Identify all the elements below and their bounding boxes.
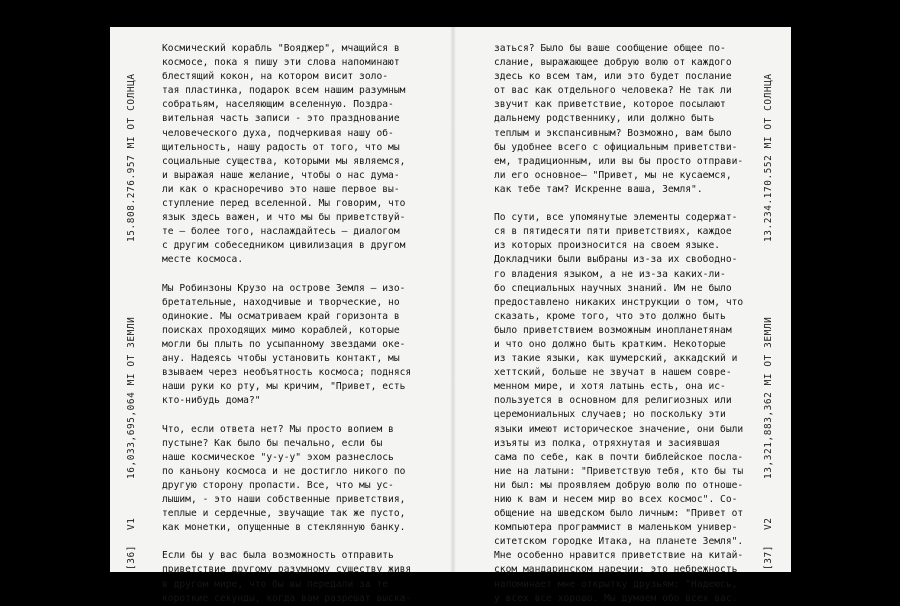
text-line: язык здесь важен, и что мы бы приветствуй- bbox=[162, 212, 406, 224]
book-gutter bbox=[450, 27, 456, 572]
left-section-label: V1 bbox=[126, 517, 137, 530]
text-line: приветствие другому разумному существу живя bbox=[162, 564, 412, 576]
paragraph bbox=[162, 42, 411, 268]
paragraph bbox=[494, 211, 743, 606]
text-line: бы удобнее всего с официальным приветстви- bbox=[494, 141, 738, 153]
paragraph bbox=[494, 42, 743, 197]
text-line: Космический корабль "Вояджер", мчащийся в bbox=[162, 43, 400, 54]
text-line: пустыне? Как было бы печально, если бы bbox=[162, 437, 383, 449]
text-line: наше космическое "у-у-у" эхом разнеслось bbox=[162, 451, 394, 463]
text-line: ступление перед вселенной. Мы говорим, что bbox=[162, 198, 406, 210]
text-line: пользуется в основном для религиозных или bbox=[494, 395, 732, 407]
right-body-text bbox=[494, 42, 743, 606]
text-line: из такие языки, как шумерский, аккадский и bbox=[494, 353, 738, 365]
text-line: поисках проходящих мимо кораблей, которые bbox=[162, 324, 400, 336]
text-line: напоминает мне открытку друзьям: "Надеюсь, bbox=[494, 578, 738, 590]
text-line: собратьям, населяющим вселенную. Поздра- bbox=[162, 99, 394, 111]
text-line: теплым и экспансивным? Возможно, вам было bbox=[494, 127, 732, 139]
text-line: заться? Было бы ваше сообщение общее по- bbox=[494, 43, 726, 54]
text-line: как монетки, опущенные в стеклянную банку. bbox=[162, 522, 406, 534]
text-line: от вас как отдельного человека? Не так ли bbox=[494, 85, 732, 97]
text-line: слание, выражающее добрую волю от каждого bbox=[494, 57, 732, 69]
text-line: звучит как приветствие, которое посылают bbox=[494, 99, 726, 111]
text-line: в другом мире, что бы вы передали за те bbox=[162, 578, 389, 590]
right-section-label: V2 bbox=[763, 517, 774, 530]
text-line: языки имеют историческое значение, они были bbox=[494, 423, 744, 435]
text-line: короткие секунды, когда вам разрешат выска- bbox=[162, 592, 412, 604]
left-page bbox=[110, 27, 453, 604]
text-line: щительность, нашу радость от того, что мы bbox=[162, 141, 400, 153]
right-distance-sun: 13.234.170.552 MI ОТ СОЛНЦА bbox=[763, 73, 774, 242]
text-line: изъяты из полка, отряхнутая и засиявшая bbox=[494, 437, 721, 449]
text-line: менном мире, и хотя латынь есть, она ис- bbox=[494, 381, 726, 393]
text-line: те – более того, наслаждайтесь – диалогом bbox=[162, 226, 400, 238]
text-line: Что, если ответа нет? Мы просто вопием в bbox=[162, 423, 394, 435]
text-line: ли как о красноречиво это наше первое вы- bbox=[162, 183, 400, 195]
text-line: могли бы плыть по усыпанному звездами оке- bbox=[162, 338, 406, 350]
text-line: ем, традиционным, или вы бы просто отправи- bbox=[494, 155, 744, 167]
text-line: лышим, - это наши собственные приветствия, bbox=[162, 494, 406, 505]
text-line: было приветствием возможным инопланетянам bbox=[494, 324, 732, 336]
left-distance-sun: 15.808.276.957 MI ОТ СОЛНЦА bbox=[126, 73, 137, 242]
paragraph bbox=[162, 423, 411, 536]
text-line: общение на шведском было личным: "Привет от bbox=[494, 508, 744, 520]
text-line: из которых произносится на своем языке. bbox=[494, 240, 721, 252]
text-line: по каньону космоса и не достигло никого по bbox=[162, 465, 406, 477]
text-line: социальные существа, которыми мы являемся, bbox=[162, 155, 406, 167]
text-line: церемониальных случаев; но поскольку эти bbox=[494, 409, 726, 421]
text-line: другую сторону пропасти. Все, что мы ус- bbox=[162, 479, 394, 491]
text-line: хеттский, больше не звучат в нашем совре- bbox=[494, 367, 732, 379]
text-line: дальнему родственнику, или должно быть bbox=[494, 113, 715, 125]
right-distance-earth: 13,321,883,362 MI ОТ ЗЕМЛИ bbox=[763, 316, 774, 479]
text-line: предоставлено никаких инструкции о том, что bbox=[494, 296, 744, 308]
text-line: человеческого духа, подчеркивая нашу об- bbox=[162, 127, 394, 139]
left-distance-earth: 16,033,695,064 MI ОТ ЗЕМЛИ bbox=[126, 316, 137, 479]
text-line: и выражая наше желание, чтобы о нас дума- bbox=[162, 169, 400, 181]
paragraph bbox=[162, 282, 411, 409]
text-line: ни был: мы проявляем добрую волю по отноше- bbox=[494, 479, 744, 491]
text-line: бретательные, находчивые и творческие, но bbox=[162, 296, 400, 308]
text-line: наши руки ко рту, мы кричим, "Привет, есть bbox=[162, 381, 406, 393]
text-line: компьютера программист в маленьком универ- bbox=[494, 522, 738, 534]
text-line: и что оно должно быть кратким. Некоторые bbox=[494, 338, 726, 350]
text-line: вительная часть записи - это празднование bbox=[162, 113, 400, 125]
paragraph bbox=[162, 549, 411, 605]
text-line: космосе, пока я пишу эти слова напоминают bbox=[162, 57, 400, 69]
text-line: одинокие. Мы осматриваем край горизонта в bbox=[162, 310, 400, 322]
text-line: ние на латыни: "Приветствую тебя, кто бы ты bbox=[494, 465, 744, 477]
text-line: Мы Робинзоны Крузо на острове Земля – изо- bbox=[162, 282, 406, 294]
text-line: бо специальных научных знаний. Им не было bbox=[494, 282, 732, 294]
text-line: Мне особенно нравится приветствие на китай- bbox=[494, 550, 744, 562]
text-line: у всех все хорошо. Мы думаем обо всех вас. bbox=[494, 592, 738, 604]
text-line: как тебе там? Искренне ваша, Земля". bbox=[494, 183, 703, 195]
text-line: сказать, кроме того, что это должно быть bbox=[494, 310, 726, 322]
right-page bbox=[453, 27, 791, 604]
text-line: ану. Надеясь чтобы установить контакт, мы bbox=[162, 353, 400, 365]
text-line: ли его основное– "Привет, мы не кусаемся, bbox=[494, 169, 732, 181]
text-line: тая пластинка, подарок всем нашим разумным bbox=[162, 85, 406, 97]
right-folio: [37] bbox=[763, 545, 774, 570]
left-folio: [36] bbox=[126, 545, 137, 570]
text-line: ся в пятидесяти пяти приветствиях, каждое bbox=[494, 226, 732, 238]
text-line: взываем через необъятность космоса; подняся bbox=[162, 367, 412, 379]
text-line: го владения языком, а не из-за каких-ли- bbox=[494, 268, 726, 280]
right-running-head bbox=[763, 27, 777, 572]
text-line: блестящий кокон, на котором висит золо- bbox=[162, 71, 389, 83]
text-line: нию к вам и несем мир во всех космос". Со- bbox=[494, 494, 738, 505]
text-line: с другим собеседником цивилизация в другом bbox=[162, 240, 406, 252]
text-line: кто-нибудь дома?" bbox=[162, 395, 261, 407]
left-running-head bbox=[126, 27, 140, 572]
text-line: Докладчики были выбраны из-за их свободно- bbox=[494, 254, 738, 266]
text-line: По сути, все упомянутые элементы содержат- bbox=[494, 212, 738, 224]
text-line: здесь ко всем там, или это будет послание bbox=[494, 71, 732, 83]
text-line: теплые и сердечные, звучащие так же пусто, bbox=[162, 508, 406, 520]
text-line: Если бы у вас была возможность отправить bbox=[162, 550, 394, 562]
text-line: ском мандаринском наречии; это небрежность bbox=[494, 564, 738, 576]
text-line: ситетском городке Итака, на планете Земля". bbox=[494, 536, 744, 548]
text-line: сама по себе, как в почти библейское посла- bbox=[494, 451, 744, 463]
text-line: месте космоса. bbox=[162, 254, 244, 266]
left-body-text bbox=[162, 42, 411, 606]
